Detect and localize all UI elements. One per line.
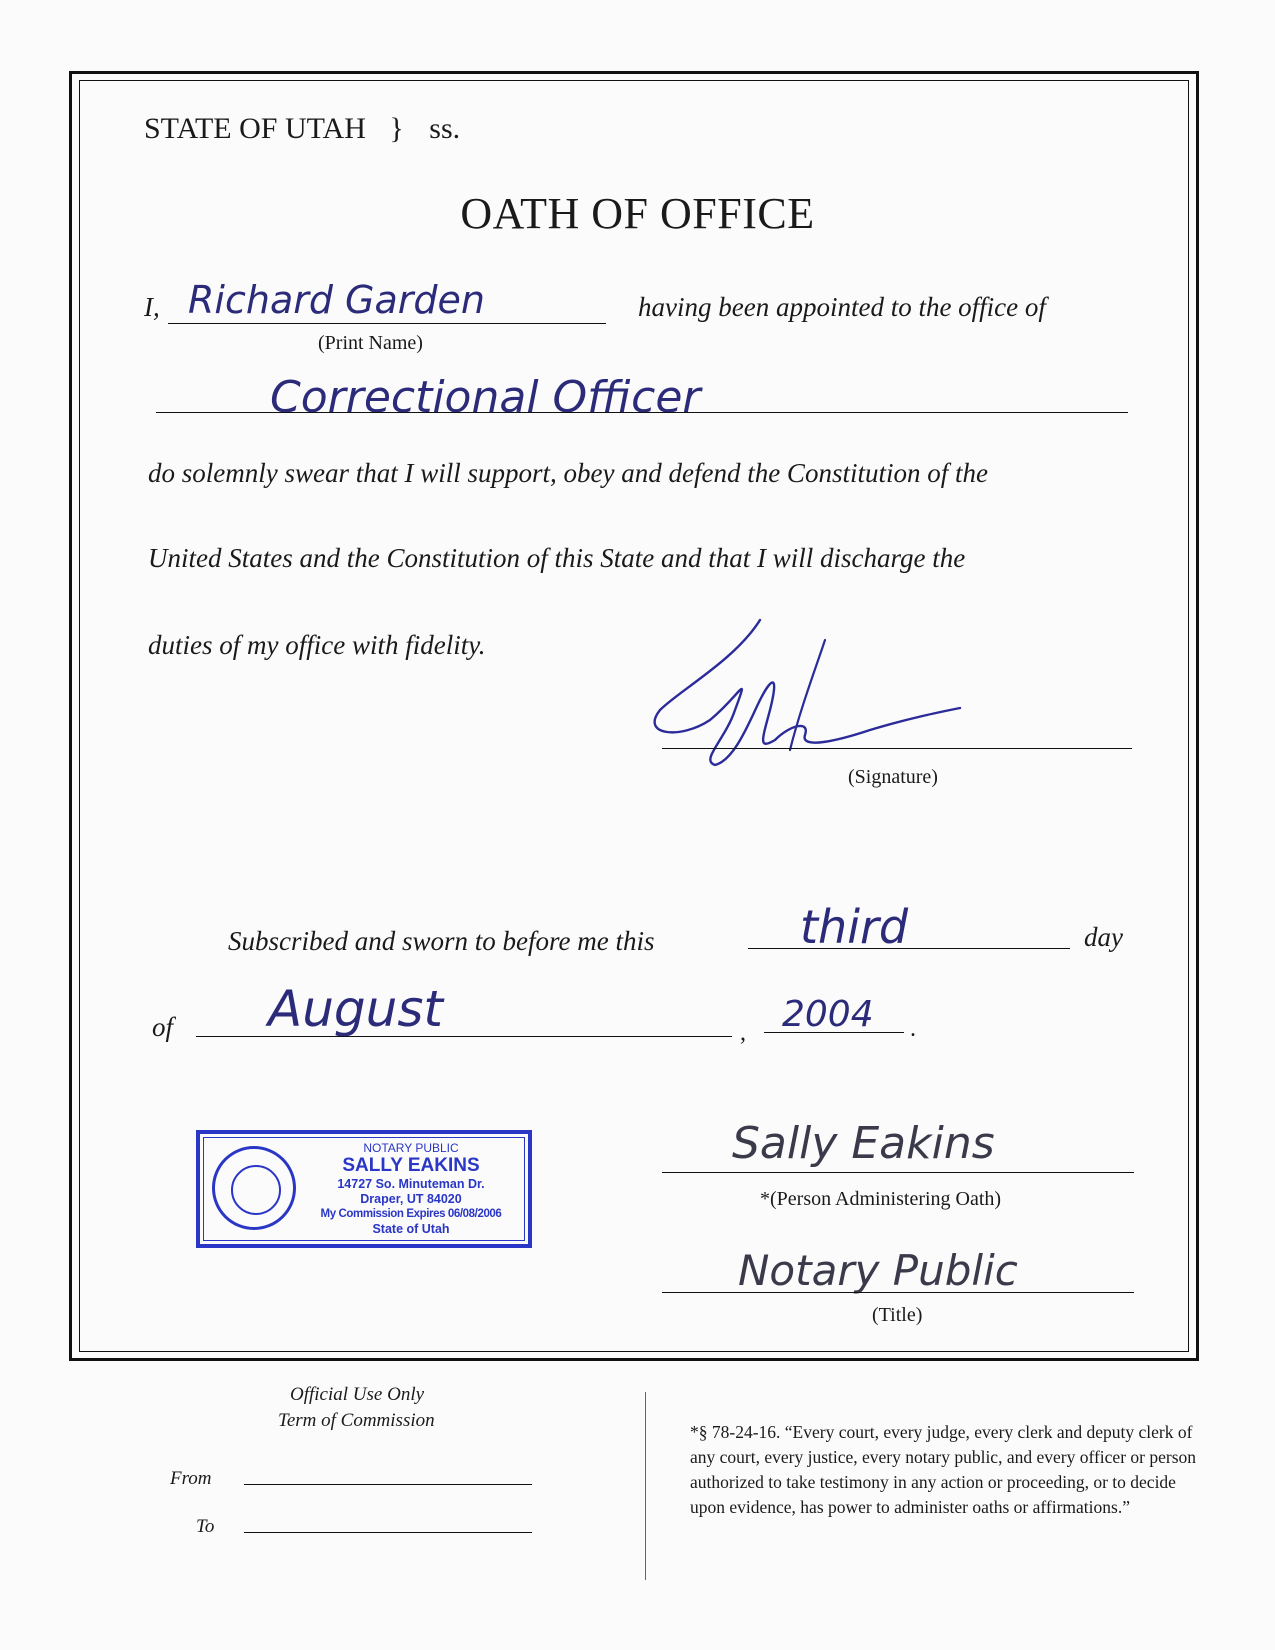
term-of-commission-heading: Term of Commission [278,1410,435,1431]
printed-name-handwritten: Richard Garden [188,278,485,322]
brace: } [389,112,404,145]
day-line [748,948,1070,949]
month-comma: , [740,1020,746,1046]
state-seal-icon [212,1146,296,1230]
day-handwritten: third [800,900,909,954]
administering-signature-handwritten: Sally Eakins [732,1118,995,1169]
year-line [764,1032,904,1033]
state-header [144,112,460,146]
officer-signature [640,600,1020,790]
ss-label: ss. [429,112,461,145]
oath-prefix: I, [144,292,160,322]
oath-body-line-3: duties of my office with fidelity. [148,630,486,660]
oath-body-line-1: do solemnly swear that I will support, obey and defend the Constitution of the [148,458,988,488]
signature-line [662,748,1132,749]
state-name: STATE OF UTAH [144,112,366,145]
official-use-heading: Official Use Only [290,1384,425,1405]
statute-text: *§ 78-24-16. “Every court, every judge, every clerk and deputy clerk of any court, every justice, every notary public, and every officer or person authorized to take testimony in any action or proceeding, or to decide upon evidence, has power to administer oaths or affirmations.” [690,1422,1197,1517]
year-period: . [910,1016,916,1042]
to-line [244,1532,532,1533]
year-handwritten: 2004 [782,994,874,1035]
stamp-line-3: 14727 So. Minuteman Dr. [337,1177,485,1191]
name-line [168,323,606,324]
of-word: of [152,1012,174,1042]
stamp-line-6: State of Utah [372,1222,450,1236]
notary-stamp [196,1130,532,1248]
title-caption: (Title) [872,1304,923,1326]
footer-divider [645,1392,646,1580]
administering-line [662,1172,1134,1173]
signature-caption: (Signature) [848,766,938,788]
day-word: day [1084,922,1123,952]
stamp-line-4: Draper, UT 84020 [360,1192,462,1206]
stamp-line-1: NOTARY PUBLIC [363,1141,459,1155]
from-line [244,1484,532,1485]
appointed-text: having been appointed to the office of [638,292,1046,322]
office-line [156,412,1128,413]
stamp-line-5: My Commission Expires 06/08/2006 [320,1208,502,1220]
office-handwritten: Correctional Officer [270,372,701,423]
month-handwritten: August [268,980,443,1038]
print-name-caption: (Print Name) [318,332,423,354]
oath-body-line-2: United States and the Constitution of this State and that I will discharge the [148,543,966,573]
page-title: OATH OF OFFICE [460,189,815,238]
administering-caption: *(Person Administering Oath) [760,1188,1002,1210]
stamp-line-2: SALLY EAKINS [342,1155,480,1176]
to-label: To [196,1516,215,1537]
from-label: From [170,1468,212,1489]
month-line [196,1036,732,1037]
subscribed-text: Subscribed and sworn to before me this [228,926,655,956]
title-handwritten: Notary Public [738,1246,1018,1295]
title-line [662,1292,1134,1293]
